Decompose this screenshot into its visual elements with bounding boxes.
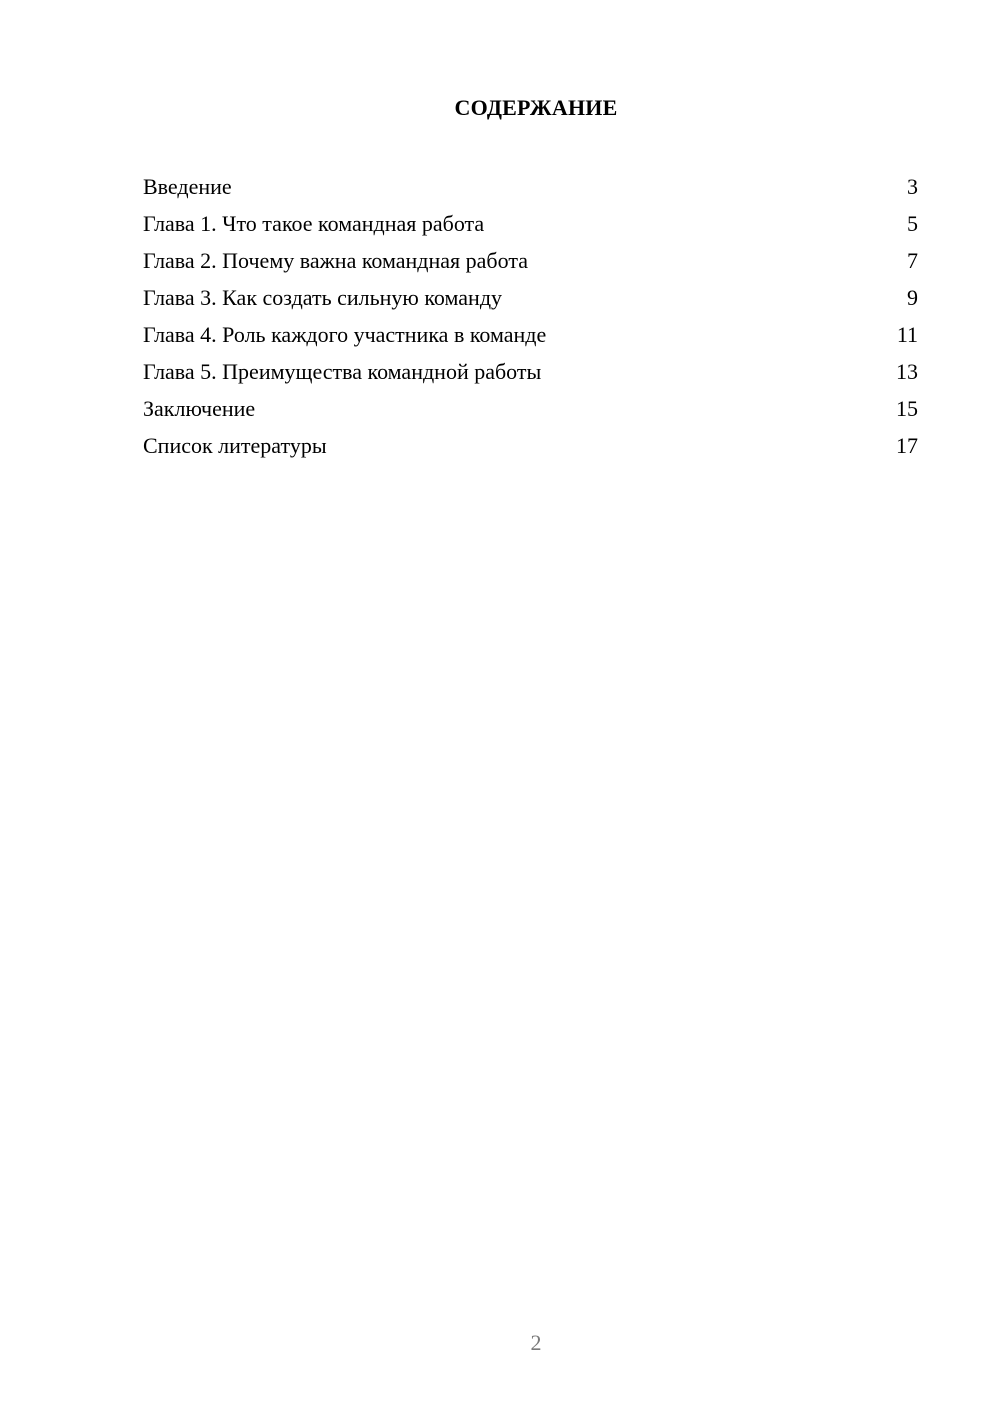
toc-entry-page: 3 [907,174,918,199]
toc-entry-conclusion [143,390,918,427]
toc-entry-page: 7 [907,248,918,273]
table-of-contents [143,168,918,464]
toc-entry-title: Глава 3. Как создать сильную команду [143,285,503,310]
toc-entry-title: Список литературы [143,433,327,458]
toc-entry-chapter-3 [143,279,918,316]
toc-entry-title: Глава 2. Почему важна командная работа [143,248,528,273]
toc-entry-title: Заключение [143,396,256,421]
toc-entry-title: Введение [143,174,232,199]
toc-entry-chapter-2 [143,242,918,279]
toc-entry-page: 9 [907,285,918,310]
toc-entry-title: Глава 5. Преимущества командной работы [143,359,542,384]
toc-entry-chapter-4 [143,316,918,353]
toc-entry-page: 15 [896,396,918,421]
toc-entry-chapter-5 [143,353,918,390]
toc-entry-bibliography [143,427,918,464]
toc-entry-chapter-1 [143,205,918,242]
toc-entry-title: Глава 4. Роль каждого участника в команде [143,322,547,347]
toc-entry-page: 17 [896,433,918,458]
page-number: 2 [530,1330,542,1355]
toc-entry-page: 13 [896,359,918,384]
toc-entry-page: 5 [907,211,918,236]
toc-entry-introduction [143,168,918,205]
toc-entry-title: Глава 1. Что такое командная работа [143,211,485,236]
toc-entry-page: 11 [896,322,918,347]
toc-heading: СОДЕРЖАНИЕ [454,95,618,120]
